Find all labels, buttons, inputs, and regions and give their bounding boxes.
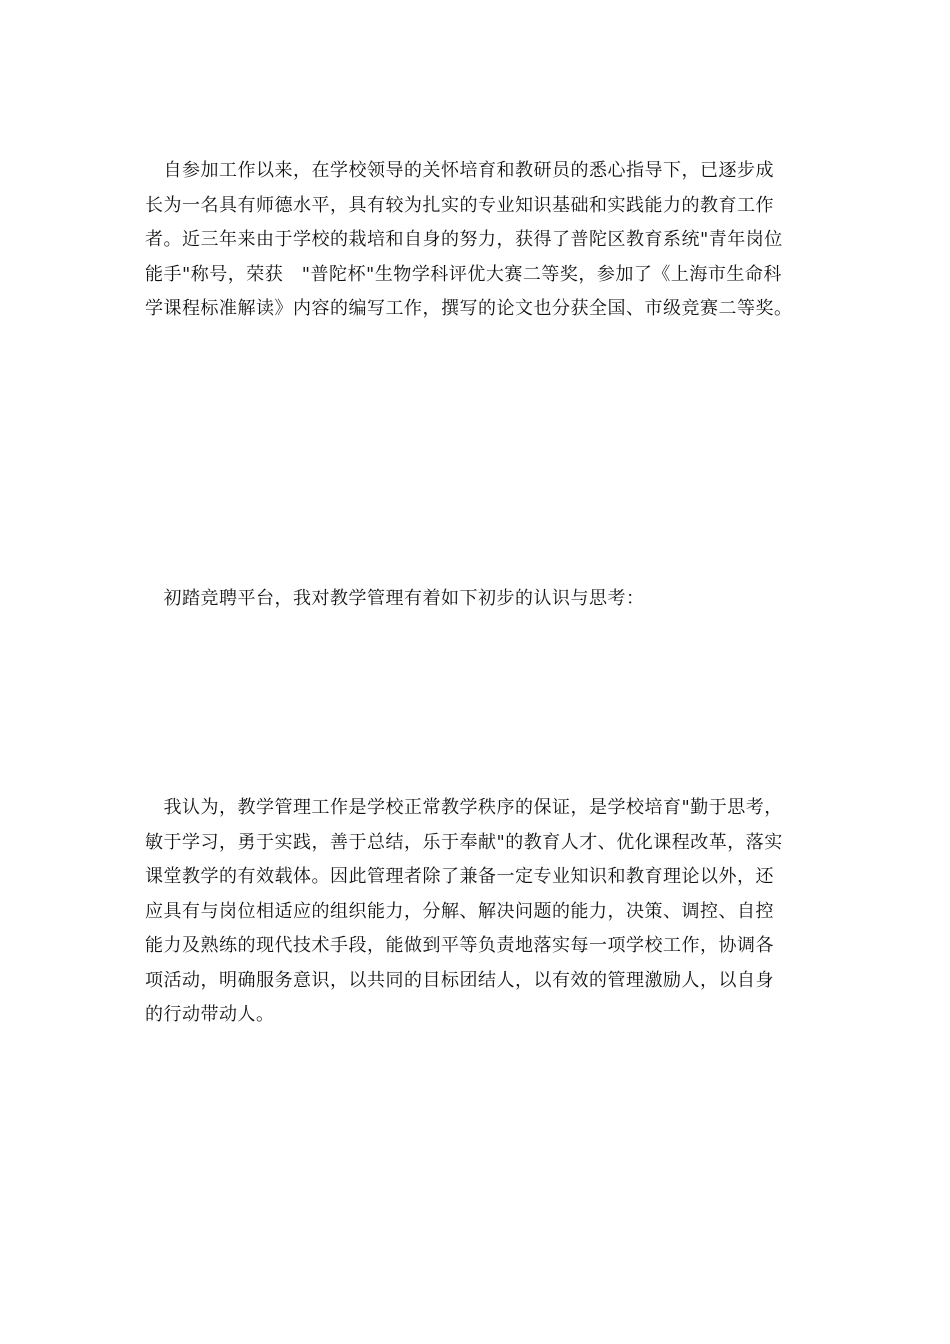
text-line: 的行动带动人。	[145, 1004, 275, 1025]
text-line: 能力及熟练的现代技术手段，能做到平等负责地落实每一项学校工作，协调各	[145, 935, 774, 956]
paragraph-management-view	[145, 791, 810, 1033]
text-line: 敏于学习，勇于实践，善于总结，乐于奉献"的教育人才、优化课程改革，落实	[145, 831, 783, 853]
paragraph-intro	[145, 582, 810, 617]
text-line: 课堂教学的有效载体。因此管理者除了兼备一定专业知识和教育理论以外，还	[145, 866, 774, 887]
text-line: 项活动，明确服务意识，以共同的目标团结人，以有效的管理激励人，以自身	[145, 969, 774, 991]
text-line: 初踏竞聘平台，我对教学管理有着如下初步的认识与思考：	[145, 588, 645, 609]
paragraph-experience	[145, 154, 810, 327]
text-line: 长为一名具有师德水平，具有较为扎实的专业知识基础和实践能力的教育工作	[145, 194, 774, 216]
text-line: 者。近三年来由于学校的栽培和自身的努力，获得了普陀区教育系统"青年岗位	[145, 229, 783, 250]
text-line: 应具有与岗位相适应的组织能力，分解、解决问题的能力，决策、调控、自控	[145, 900, 774, 922]
text-line: 学课程标准解读》内容的编写工作，撰写的论文也分获全国、市级竞赛二等奖。	[145, 298, 793, 319]
text-line: 自参加工作以来，在学校领导的关怀培育和教研员的悉心指导下，已逐步成	[145, 160, 774, 181]
text-line: 我认为，教学管理工作是学校正常教学秩序的保证，是学校培育"勤于思考，	[145, 797, 783, 818]
text-line: 能手"称号，荣获 "普陀杯"生物学科评优大赛二等奖，参加了《上海市生命科	[145, 263, 782, 285]
